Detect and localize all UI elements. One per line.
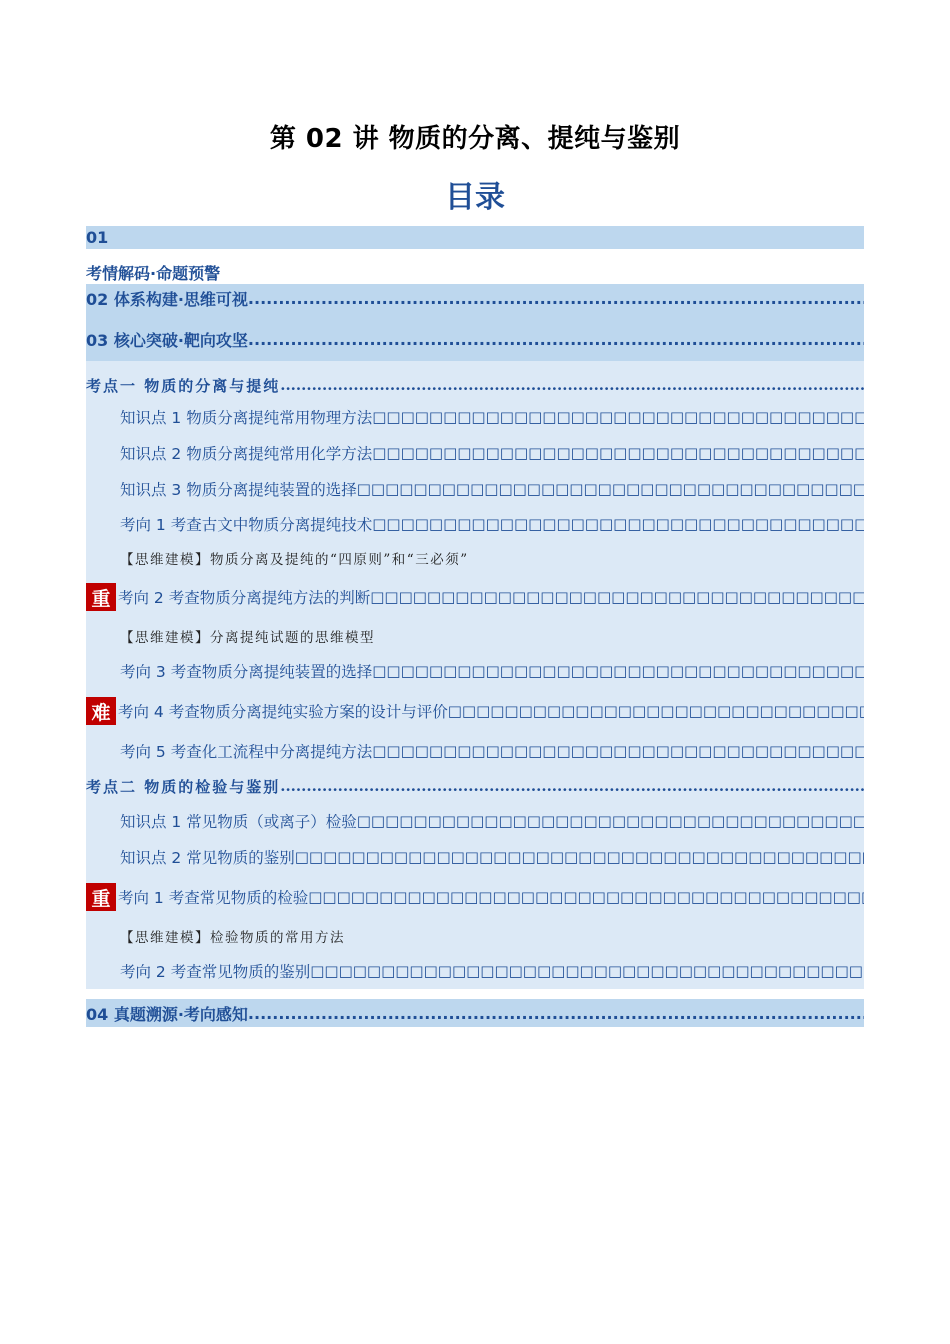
page-title: 第 02 讲 物质的分离、提纯与鉴别 <box>269 124 681 154</box>
toc-item-important[interactable] <box>86 875 864 919</box>
toc-item-difficult[interactable] <box>86 689 864 733</box>
leader-boxes <box>372 742 864 760</box>
toc-item-label: 考向 3 考查物质分离提纯装置的选择 <box>120 663 373 681</box>
leader-boxes <box>448 702 864 720</box>
toc-kaodian-2[interactable] <box>86 769 864 803</box>
toc-item[interactable] <box>86 507 864 541</box>
toc-item[interactable] <box>86 435 864 471</box>
leader-boxes <box>357 480 864 498</box>
toc-heading: 目录 <box>445 180 505 215</box>
toc-kaodian-2-label: 考点二 物质的检验与鉴别 <box>86 777 281 796</box>
leader-boxes <box>308 888 864 906</box>
leader-dots <box>280 376 864 394</box>
spacer <box>86 361 864 371</box>
toc-model-note <box>86 919 864 953</box>
spacer <box>86 989 864 999</box>
table-of-contents <box>86 226 864 1027</box>
toc-kaodian-1-label: 考点一 物质的分离与提纯 <box>86 376 281 395</box>
leader-boxes <box>295 848 864 866</box>
leader-boxes <box>310 962 864 980</box>
toc-item-label: 知识点 2 物质分离提纯常用化学方法 <box>120 445 373 463</box>
toc-item-label: 知识点 1 常见物质（或离子）检验 <box>120 813 357 831</box>
toc-model-note-label: 【思维建模】物质分离及提纯的“四原则”和“三必须” <box>120 552 469 568</box>
leader-dots <box>248 1004 864 1023</box>
leader-dots <box>248 330 864 349</box>
leader-boxes <box>370 588 864 606</box>
toc-item-label: 考向 2 考查物质分离提纯方法的判断 <box>118 589 371 607</box>
toc-item-label: 考向 2 考查常见物质的鉴别 <box>120 963 311 981</box>
leader-dots <box>280 777 864 795</box>
toc-section-01-number-label: 01 <box>86 228 109 247</box>
leader-boxes <box>372 662 864 680</box>
toc-item[interactable] <box>86 399 864 435</box>
toc-item-label: 考向 1 考查古文中物质分离提纯技术 <box>120 516 373 534</box>
leader-dots <box>248 289 864 308</box>
toc-item-label: 知识点 3 物质分离提纯装置的选择 <box>120 481 357 499</box>
toc-item[interactable] <box>86 839 864 875</box>
toc-item[interactable] <box>86 653 864 689</box>
toc-item[interactable] <box>86 733 864 769</box>
difficult-badge: 难 <box>86 697 116 725</box>
toc-model-note-label: 【思维建模】检验物质的常用方法 <box>120 930 345 946</box>
toc-item-important[interactable] <box>86 575 864 619</box>
toc-item-label: 知识点 1 物质分离提纯常用物理方法 <box>120 409 373 427</box>
toc-section-03[interactable] <box>86 312 864 361</box>
toc-section-04[interactable] <box>86 999 864 1027</box>
toc-item-label: 知识点 2 常见物质的鉴别 <box>120 849 295 867</box>
toc-kaodian-1[interactable] <box>86 371 864 399</box>
toc-model-note <box>86 541 864 575</box>
toc-item[interactable] <box>86 803 864 839</box>
toc-section-04-label: 04 真题溯源·考向感知 <box>86 1004 248 1024</box>
important-badge: 重 <box>86 583 116 611</box>
toc-item-label: 考向 5 考查化工流程中分离提纯方法 <box>120 743 373 761</box>
toc-item-label: 考向 4 考查物质分离提纯实验方案的设计与评价 <box>118 703 448 721</box>
toc-model-note-label: 【思维建模】分离提纯试题的思维模型 <box>120 630 375 646</box>
toc-section-02[interactable] <box>86 284 864 312</box>
leader-boxes <box>372 408 864 426</box>
leader-boxes <box>372 444 864 462</box>
toc-item[interactable] <box>86 471 864 507</box>
important-badge: 重 <box>86 883 116 911</box>
toc-section-01-number[interactable] <box>86 226 864 249</box>
toc-section-01-label: 考情解码·命题预警 <box>86 264 221 283</box>
toc-item[interactable] <box>86 953 864 989</box>
leader-boxes <box>372 515 864 533</box>
toc-section-01[interactable] <box>86 249 864 284</box>
toc-item-label: 考向 1 考查常见物质的检验 <box>118 889 309 907</box>
toc-section-02-label: 02 体系构建·思维可视 <box>86 289 248 309</box>
toc-section-03-label: 03 核心突破·靶向攻坚 <box>86 331 248 350</box>
leader-boxes <box>357 812 864 830</box>
toc-model-note <box>86 619 864 653</box>
